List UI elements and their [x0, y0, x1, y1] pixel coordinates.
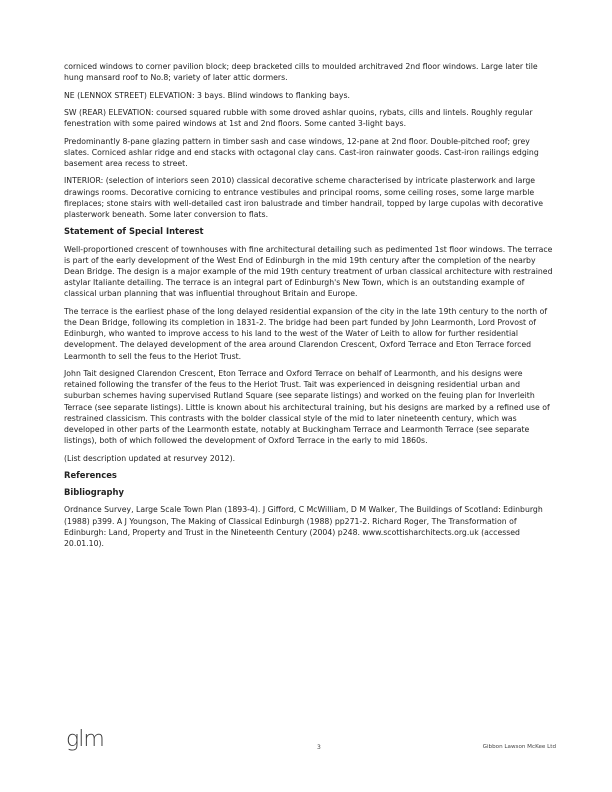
paragraph-statement-2: The terrace is the earliest phase of the long delayed residential expansion of the city in the late 19th century to the north of the Dean Bridge, following its completion in 1831-2. The bridge had been part funded by John Learmonth, Lord Provost of Edinburgh, who wanted to improve access to his land to the west of the Water of Leith to allow for further residential development. The delayed development of the area around Clarendon Crescent, Oxford Terrace and Eton Terrace forced Learmonth to sell the feus to the Heriot Trust.	[64, 306, 548, 361]
paragraph-interior: INTERIOR: (selection of interiors seen 2010) classical decorative scheme characterised by intricate plasterwork and large drawings rooms. Decorative cornicing to entrance vestibules and principal rooms, some ceiling roses, some large marble fireplaces; stone stairs with well-detailed cast iron balustrade and timber handrail, topped by large cupolas with decorative plasterwork beneath. Some later conversion to flats.	[64, 176, 543, 219]
company-name: Gibbon Lawson McKee Ltd	[482, 744, 556, 750]
paragraph-window-details: corniced windows to corner pavilion block; deep bracketed cills to moulded architraved 2nd floor windows. Large later tile hung mansard roof to No.8; variety of later attic dormers.	[64, 62, 538, 83]
paragraph-statement-3: John Tait designed Clarendon Crescent, Eton Terrace and Oxford Terrace on behalf of Learmonth, and his designs were retained following the transfer of the feus to the Heriot Trust. Tait was experienced in deisgning residential urban and suburban schemes having supervised Rutland Square (see separate listings) and worked on the feuing plan for Inverleith Terrace (see separate listings). Little is known about his architectural training, but his designs are marked by a refined use of restrained classicism. This contrasts with the bolder classical style of the mid to later nineteenth century, which was developed in other parts of the Learmonth estate, notably at Buckingham Terrace and Learmonth Terrace (see separate listings), both of which followed the development of Oxford Terrace in the early to mid 1860s.	[64, 368, 550, 446]
page-number: 3	[317, 744, 321, 751]
paragraph-statement-1: Well-proportioned crescent of townhouses with fine architectural detailing such as pedimented 1st floor windows. The terrace is part of the early development of the West End of Edinburgh in the mid 19th century after the completion of the nearby Dean Bridge. The design is a major example of the mid 19th century treatment of urban classical architecture with restrained astylar Italiante detailing. The terrace is an integral part of Edinburgh's New Town, which is an outstanding example of classical urban planning that was influential throughout Britain and Europe.	[64, 244, 553, 299]
paragraph-bibliography: Ordnance Survey, Large Scale Town Plan (1893-4). J Gifford, C McWilliam, D M Walker, The Buildings of Scotland: Edinburgh (1988) p399. A J Youngson, The Making of Classical Edinburgh (1988) pp271-2. Richard Roger, The Transformation of Edinburgh: Land, Property and Trust in the Nineteenth Century (2004) p248. www.scottisharchitects.org.uk (accessed 20.01.10).	[64, 505, 543, 548]
heading-references: References	[64, 469, 117, 480]
paragraph-sw-elevation: SW (REAR) ELEVATION: coursed squared rubble with some droved ashlar quoins, rybats, cills and lintels. Roughly regular fenestration with some paired windows at 1st and 2nd floors. Some canted 3-light bays.	[64, 107, 533, 129]
heading-statement-of-special-interest: Statement of Special Interest	[64, 226, 204, 237]
document-body	[64, 61, 554, 555]
heading-bibliography: Bibliography	[64, 487, 124, 498]
paragraph-list-description: (List description updated at resurvey 2012).	[64, 453, 236, 463]
paragraph-ne-elevation: NE (LENNOX STREET) ELEVATION: 3 bays. Blind windows to flanking bays.	[64, 90, 350, 100]
paragraph-glazing: Predominantly 8-pane glazing pattern in timber sash and case windows, 12-pane at 2nd floor. Double-pitched roof; grey slates. Corniced ashlar ridge and end stacks with octagonal clay cans. Cast-iron rainwater goods. Cast-iron railings edging basement area recess to street.	[64, 136, 539, 168]
company-logo: glm	[66, 727, 104, 752]
